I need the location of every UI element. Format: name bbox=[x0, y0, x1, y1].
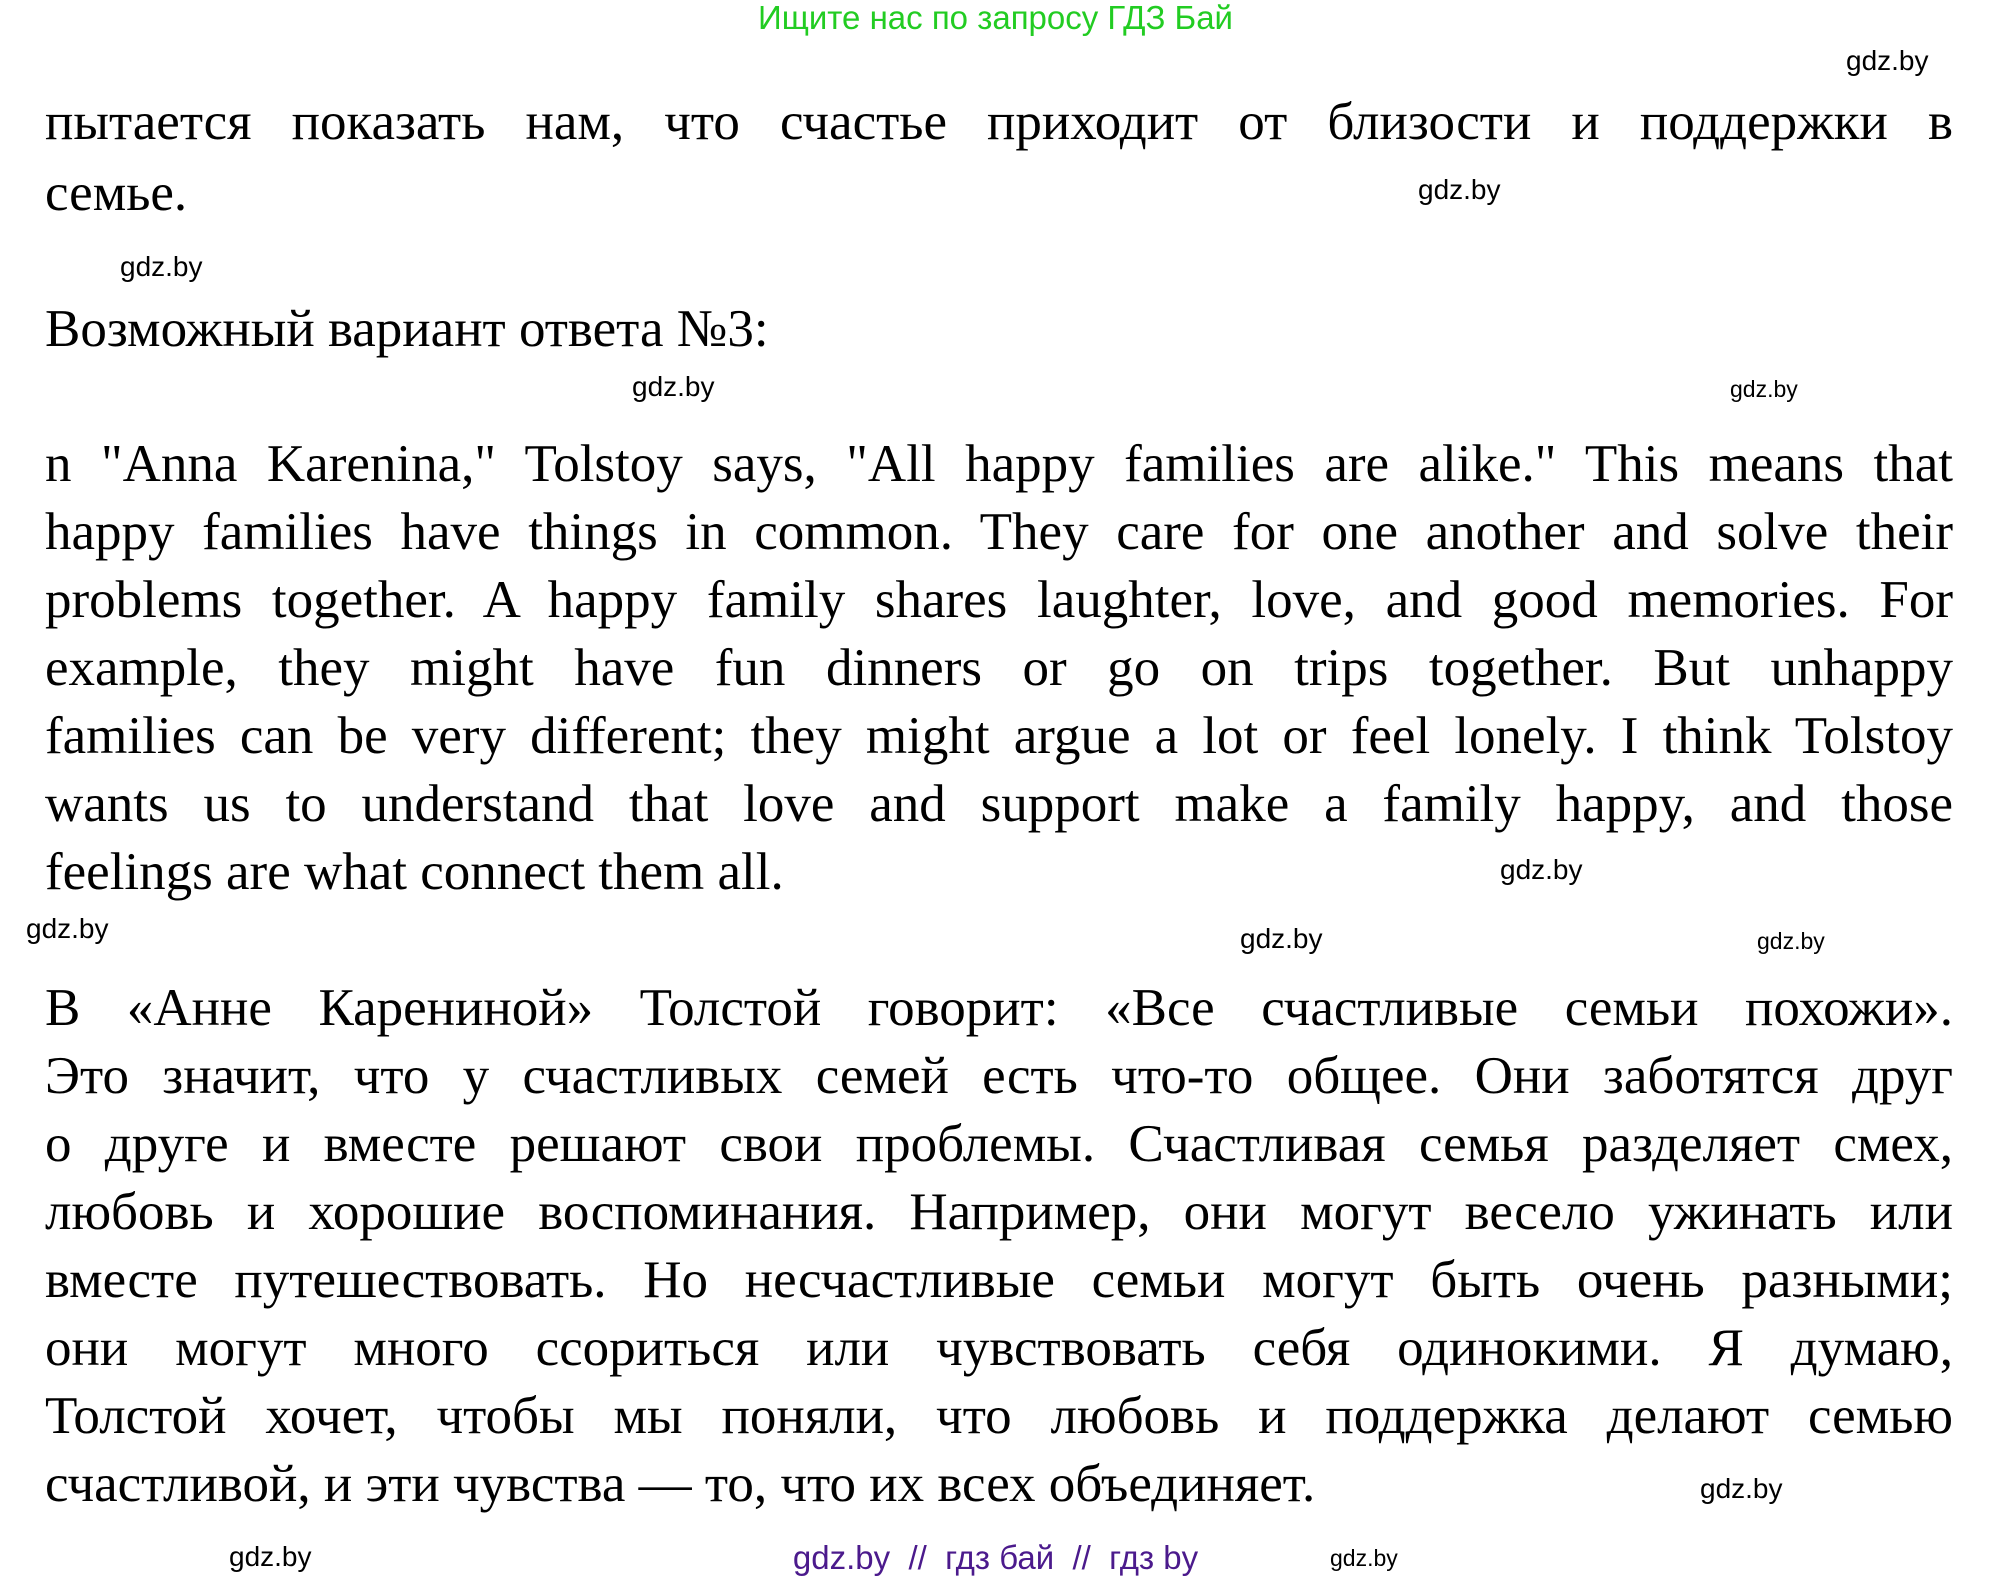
text-line: пытается показать нам, что счастье приходит от близости и поддержки в bbox=[45, 93, 1953, 151]
watermark: gdz.by bbox=[120, 251, 203, 282]
text-line: n "Anna Karenina," Tolstoy says, "All happy families are alike." This means that bbox=[45, 435, 1953, 493]
watermark: gdz.by bbox=[229, 1541, 312, 1572]
text-line: happy families have things in common. They care for one another and solve their bbox=[45, 503, 1953, 561]
footer-links[interactable]: gdz.by // гдз бай // гдз by bbox=[792, 1539, 1199, 1576]
text-line: они могут много ссориться или чувствовать себя одинокими. Я думаю, bbox=[45, 1319, 1953, 1377]
text-line: вместе путешествовать. Но несчастливые семьи могут быть очень разными; bbox=[45, 1251, 1953, 1309]
promo-banner: Ищите нас по запросу ГДЗ Бай bbox=[758, 0, 1233, 36]
text-line: families can be very different; they might argue a lot or feel lonely. I think Tolstoy bbox=[45, 707, 1953, 765]
watermark: gdz.by bbox=[1418, 174, 1501, 205]
text-line: Это значит, что у счастливых семей есть что-то общее. Они заботятся друг bbox=[45, 1047, 1953, 1105]
watermark: gdz.by bbox=[632, 371, 715, 402]
text-line: о друге и вместе решают свои проблемы. Счастливая семья разделяет смех, bbox=[45, 1115, 1953, 1173]
watermark: gdz.by bbox=[1730, 376, 1798, 402]
text-line: problems together. A happy family shares laughter, love, and good memories. For bbox=[45, 571, 1953, 629]
text-line: любовь и хорошие воспоминания. Например, они могут весело ужинать или bbox=[45, 1183, 1953, 1241]
watermark: gdz.by bbox=[1700, 1473, 1783, 1504]
watermark: gdz.by bbox=[26, 913, 109, 944]
text-line: example, they might have fun dinners or go on trips together. But unhappy bbox=[45, 639, 1953, 697]
variant-heading: Возможный вариант ответа №3: bbox=[45, 300, 769, 358]
watermark: gdz.by bbox=[1757, 928, 1825, 954]
text-line: feelings are what connect them all. bbox=[45, 843, 784, 901]
text-line: wants us to understand that love and support make a family happy, and those bbox=[45, 775, 1953, 833]
text-line: Толстой хочет, чтобы мы поняли, что любовь и поддержка делают семью bbox=[45, 1387, 1953, 1445]
text-line: семье. bbox=[45, 164, 188, 222]
text-line: В «Анне Карениной» Толстой говорит: «Все счастливые семьи похожи». bbox=[45, 979, 1953, 1037]
text-line: счастливой, и эти чувства — то, что их всех объединяет. bbox=[45, 1455, 1316, 1513]
watermark: gdz.by bbox=[1240, 923, 1323, 954]
watermark: gdz.by bbox=[1330, 1545, 1398, 1571]
watermark: gdz.by bbox=[1846, 45, 1929, 76]
watermark: gdz.by bbox=[1500, 854, 1583, 885]
